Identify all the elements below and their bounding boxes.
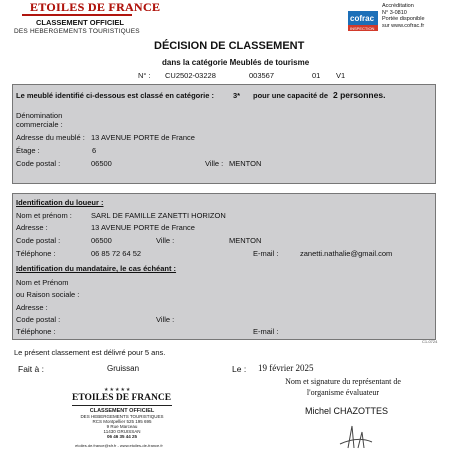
- validity-note: Le présent classement est délivré pour 5 ans.: [14, 348, 166, 357]
- stamp-title: ETOILES DE FRANCE: [72, 393, 172, 403]
- date-value: 19 février 2025: [258, 363, 314, 373]
- fait-label: Fait à :: [18, 364, 44, 374]
- stamp-line-2: DES HEBERGEMENTS TOURISTIQUES: [80, 414, 164, 419]
- date-label: Le :: [232, 364, 247, 374]
- postal-label: Code postal :: [16, 159, 61, 168]
- denomination-label-2: commerciale :: [16, 120, 63, 129]
- loueur-city-label: Ville :: [156, 236, 175, 245]
- postal-value: 06500: [91, 159, 112, 168]
- logo-line-1: CLASSEMENT OFFICIEL: [36, 18, 124, 27]
- loueur-phone-label: Téléphone :: [16, 249, 56, 258]
- stamp-line-6: 06 46 35 44 25: [106, 434, 138, 439]
- address-value: 13 AVENUE PORTE de France: [91, 133, 195, 142]
- cofrac-brand: cofrac: [350, 14, 375, 23]
- loueur-postal-value: 06500: [91, 236, 112, 245]
- capacity-label: pour une capacité de: [253, 91, 329, 100]
- loueur-city-value: MENTON: [229, 236, 262, 245]
- loueur-address-value: 13 AVENUE PORTE de France: [91, 223, 195, 232]
- loueur-postal-label: Code postal :: [16, 236, 61, 245]
- loueur-email-label: E-mail :: [253, 249, 279, 258]
- identification-panel: [12, 193, 436, 340]
- loueur-name-value: SARL DE FAMILLE ZANETTI HORIZON: [91, 211, 226, 220]
- signature-caption-2: l'organisme évaluateur: [306, 388, 380, 397]
- document-title: DÉCISION DE CLASSEMENT: [154, 40, 305, 52]
- signature-caption-1: Nom et signature du représentant de: [285, 377, 401, 386]
- classement-category: 3*: [233, 91, 241, 100]
- signature-caption: [268, 377, 418, 397]
- mandataire-name-label: [16, 278, 79, 299]
- floor-label: Étage :: [16, 146, 40, 155]
- cofrac-sub: INSPECTION: [350, 26, 375, 31]
- loueur-address-label: Adresse :: [16, 223, 48, 232]
- denomination-label-1: Dénomination: [16, 111, 63, 120]
- city-label: Ville :: [205, 159, 224, 168]
- floor-value: 6: [92, 146, 97, 155]
- loueur-phone-value: 06 85 72 64 52: [91, 249, 142, 258]
- mandataire-phone-label: Téléphone :: [16, 327, 56, 336]
- cofrac-line-1: Accréditation: [382, 3, 414, 9]
- company-stamp: [58, 387, 186, 447]
- mandataire-name-label-2: ou Raison sociale :: [16, 290, 80, 299]
- stamp-stars-icon: ★★★★★: [104, 387, 132, 393]
- address-label: Adresse du meublé :: [16, 133, 85, 142]
- mandataire-email-label: E-mail :: [253, 327, 279, 336]
- handwritten-signature: [318, 418, 398, 450]
- cofrac-line-4: sur www.cofrac.fr: [382, 22, 425, 29]
- cofrac-line-2: N° 3-0810: [382, 9, 407, 16]
- signer-name: Michel CHAZOTTES: [305, 406, 389, 416]
- loueur-name-label: Nom et prénom :: [16, 211, 72, 220]
- stamp-line-3: RCS Montpellier 525 195 695: [92, 419, 152, 424]
- mandataire-city-label: Ville :: [156, 315, 175, 324]
- stamp-line-7: etoiles.de.france@sfr.fr - www.etoiles-de-france.fr: [75, 443, 163, 448]
- loueur-heading: Identification du loueur :: [16, 198, 104, 207]
- classement-panel: [12, 84, 436, 184]
- city-value: MENTON: [229, 159, 262, 168]
- ref-b: V1: [336, 71, 346, 80]
- cofrac-line-3: Portée disponible: [382, 16, 425, 22]
- logo-line-2: DES HEBERGEMENTS TOURISTIQUES: [14, 28, 140, 35]
- ref-a: 01: [312, 71, 321, 80]
- mandataire-postal-label: Code postal :: [16, 315, 61, 324]
- stamp-line-5: 11430 GRUISSAN: [103, 429, 141, 434]
- mandataire-name-label-1: Nom et Prénom: [16, 278, 69, 287]
- document-subtitle: dans la catégorie Meublés de tourisme: [162, 58, 310, 67]
- ref-id: CU2502-03228: [165, 71, 216, 80]
- stamp-line-1: CLASSEMENT OFFICIEL: [89, 408, 155, 414]
- classement-sentence: Le meublé identifié ci-dessous est classé en catégorie :: [16, 91, 214, 100]
- brand-logo-title: ETOILES DE FRANCE: [30, 0, 161, 14]
- fait-place: Gruissan: [107, 364, 140, 373]
- logo-underline: [22, 14, 132, 16]
- cofrac-accreditation: [382, 3, 425, 29]
- ref-label: N° :: [138, 71, 151, 80]
- mandataire-heading: Identification du mandataire, le cas échéant :: [16, 264, 177, 273]
- form-code: C1-0724: [422, 339, 438, 344]
- stamp-underline: [72, 405, 172, 406]
- cofrac-logo: [348, 3, 378, 33]
- stamp-line-4: 9 Rue Marceau: [106, 424, 138, 429]
- capacity-value: 2 personnes.: [333, 90, 386, 100]
- denomination-label: [16, 111, 63, 129]
- loueur-email-value: zanetti.nathalie@gmail.com: [300, 249, 393, 258]
- ref-num: 003567: [249, 71, 275, 80]
- mandataire-address-label: Adresse :: [16, 303, 48, 312]
